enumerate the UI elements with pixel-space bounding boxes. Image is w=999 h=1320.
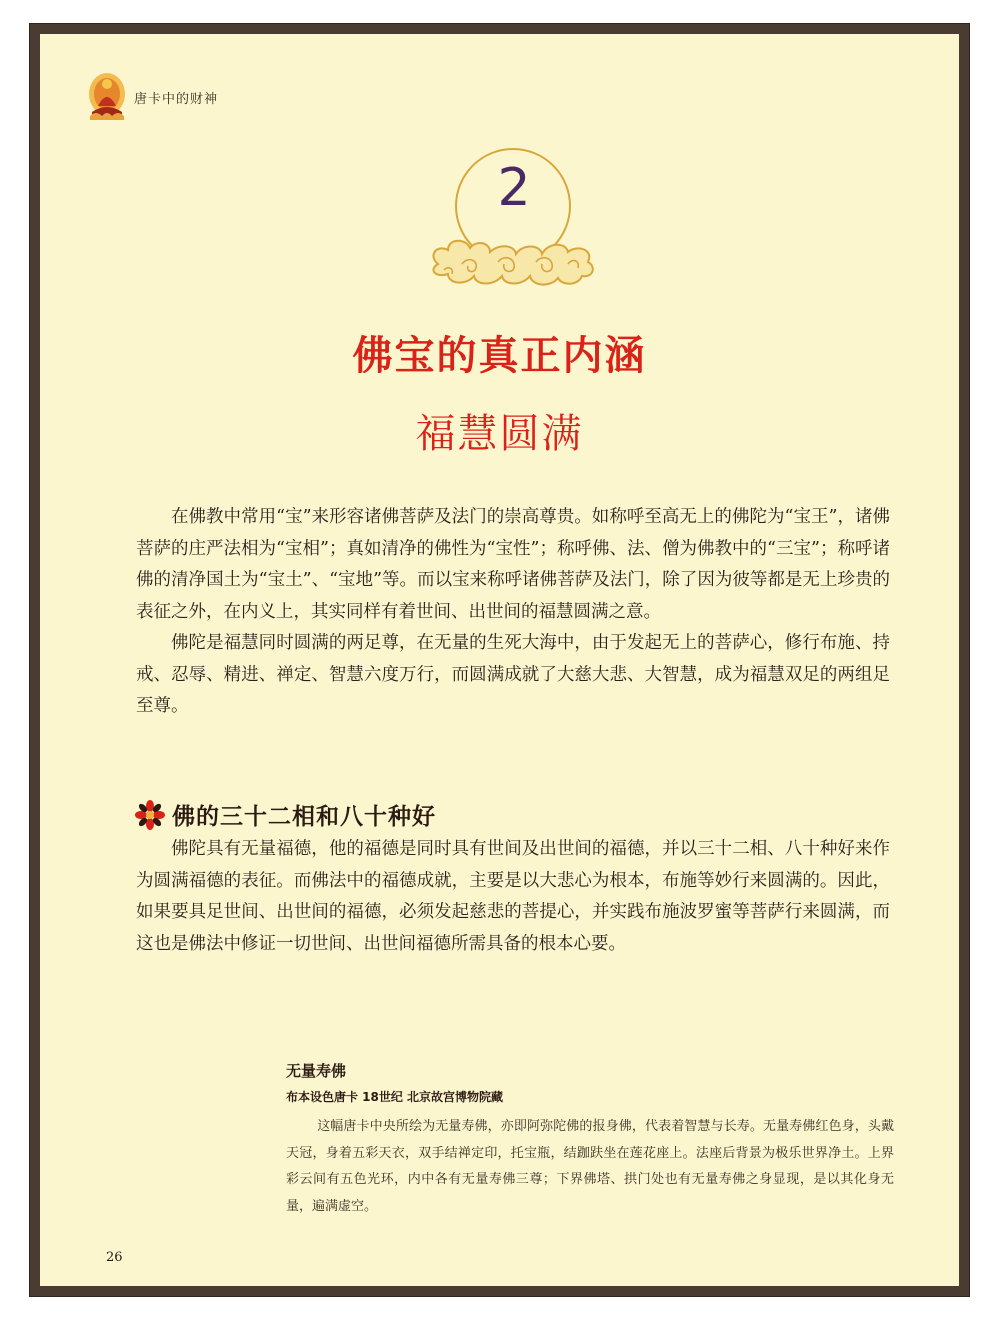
section-paragraph: 佛陀具有无量福德，他的福德是同时具有世间及出世间的福德，并以三十二相、八十种好来作为圆满福德的表征。而佛法中的福德成就，主要是以大悲心为根本，布施等妙行来圆满的。因此，如果要具足世间、出世间的福德，必须发起慈悲的菩提心，并实践布施波罗蜜等菩萨行来圆满，而这也是佛法中修证一切世间、出世间福德所需具备的根本心要。 <box>136 839 890 954</box>
chapter-subtitle: 福慧圆满 <box>415 411 584 457</box>
section-text <box>136 834 890 960</box>
page-number: 26 <box>106 1250 123 1265</box>
caption-title: 无量寿佛 <box>286 1062 347 1080</box>
chapter-number: 2 <box>497 158 531 218</box>
intro-paragraph-2: 佛陀是福慧同时圆满的两足尊，在无量的生死大海中，由于发起无上的菩萨心，修行布施、持戒、忍辱、精进、禅定、智慧六度万行，而圆满成就了大慈大悲、大智慧，成为福慧双足的两组足至尊。 <box>136 633 890 716</box>
running-head-title: 唐卡中的财神 <box>134 91 219 107</box>
section-heading-text: 佛的三十二相和八十种好 <box>172 803 436 830</box>
intro-paragraph-1: 在佛教中常用“宝”来形容诸佛菩萨及法门的崇高尊贵。如称呼至高无上的佛陀为“宝王”，诸佛菩萨的庄严法相为“宝相”；真如清净的佛性为“宝性”；称呼佛、法、僧为佛教中的“三宝”；称呼诸佛的清净国土为“宝土”、“宝地”等。而以宝来称呼诸佛菩萨及法门，除了因为彼等都是无上珍贵的表征之外，在内义上，其实同样有着世间、出世间的福慧圆满之意。 <box>136 507 890 622</box>
section-heading <box>134 798 436 831</box>
running-head <box>84 72 218 122</box>
buddha-figure-icon <box>84 72 130 122</box>
flower-icon <box>134 799 166 831</box>
book-page <box>40 34 959 1286</box>
chapter-title: 佛宝的真正内涵 <box>352 332 647 379</box>
intro-text <box>136 502 890 723</box>
caption-meta: 布本设色唐卡 18世纪 北京故宫博物院藏 <box>286 1090 504 1104</box>
caption-body: 这幅唐卡中央所绘为无量寿佛，亦即阿弥陀佛的报身佛，代表着智慧与长寿。无量寿佛红色身，头戴天冠，身着五彩天衣，双手结禅定印，托宝瓶，结跏趺坐在莲花座上。法座后背景为极乐世界净土。上界彩云间有五色光环，内中各有无量寿佛三尊；下界佛塔、拱门处也有无量寿佛之身显现，是以其化身无量，遍满虚空。 <box>286 1119 894 1214</box>
